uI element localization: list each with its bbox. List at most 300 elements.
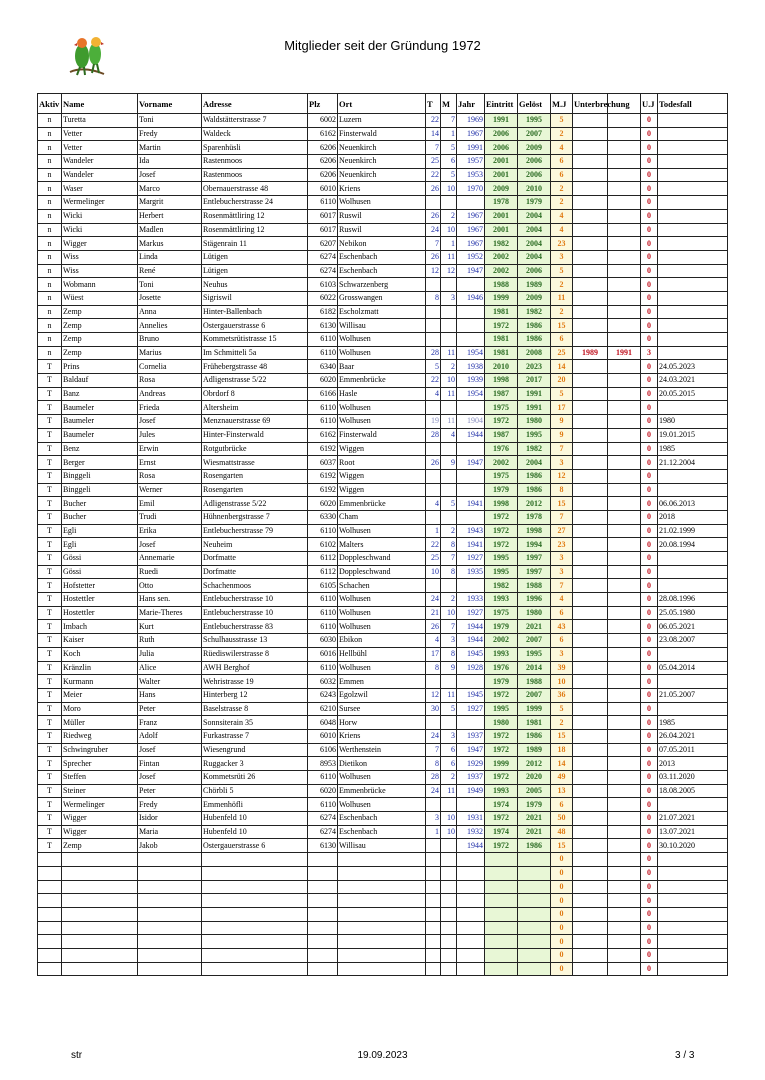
cell-vorname: Fredy	[138, 127, 202, 141]
cell-unterbrechung-bis	[608, 538, 641, 552]
cell-unterbrechung-jahre: 0	[641, 798, 658, 812]
table-row	[38, 921, 728, 935]
cell-name: Wiss	[62, 264, 138, 278]
cell-monat	[441, 278, 457, 292]
cell-monat: 3	[441, 634, 457, 648]
table-row	[38, 168, 728, 182]
cell-unterbrechung-bis	[608, 771, 641, 785]
cell-eintritt: 1987	[485, 428, 518, 442]
cell-adresse: Altersheim	[202, 401, 308, 415]
table-row	[38, 114, 728, 128]
cell-geloest: 2020	[518, 771, 551, 785]
cell-aktiv: T	[38, 360, 62, 374]
cell-ort: Hellbühl	[338, 647, 426, 661]
cell-vorname: Frieda	[138, 401, 202, 415]
cell-mitglied-jahre: 4	[551, 141, 573, 155]
cell-eintritt: 1979	[485, 675, 518, 689]
cell-ort	[338, 880, 426, 894]
cell-geloest: 1986	[518, 839, 551, 853]
cell-eintritt: 2001	[485, 155, 518, 169]
cell-name: Bucher	[62, 510, 138, 524]
table-row	[38, 223, 728, 237]
cell-geloest	[518, 907, 551, 921]
cell-eintritt: 1979	[485, 483, 518, 497]
cell-adresse: Chörbli 5	[202, 784, 308, 798]
cell-geloest: 1986	[518, 483, 551, 497]
cell-eintritt	[485, 921, 518, 935]
cell-adresse	[202, 894, 308, 908]
cell-eintritt: 1993	[485, 593, 518, 607]
cell-mitglied-jahre: 20	[551, 374, 573, 388]
cell-adresse: Entlebucherstrasse 79	[202, 524, 308, 538]
cell-unterbrechung-von	[573, 141, 608, 155]
cell-geloest: 1996	[518, 593, 551, 607]
cell-mitglied-jahre: 15	[551, 839, 573, 853]
cell-todesfall: 20.05.2015	[658, 387, 728, 401]
cell-unterbrechung-jahre: 0	[641, 634, 658, 648]
cell-todesfall: 2018	[658, 510, 728, 524]
cell-eintritt	[485, 948, 518, 962]
cell-vorname	[138, 866, 202, 880]
cell-tag	[426, 866, 441, 880]
cell-eintritt	[485, 907, 518, 921]
cell-unterbrechung-von	[573, 579, 608, 593]
cell-mitglied-jahre: 0	[551, 962, 573, 976]
cell-unterbrechung-von	[573, 825, 608, 839]
cell-jahr: 1967	[457, 127, 485, 141]
cell-geloest: 1980	[518, 606, 551, 620]
cell-geloest: 1991	[518, 387, 551, 401]
cell-eintritt: 2002	[485, 250, 518, 264]
cell-mitglied-jahre: 0	[551, 921, 573, 935]
cell-vorname: Peter	[138, 784, 202, 798]
cell-plz: 6330	[308, 510, 338, 524]
cell-unterbrechung-bis	[608, 483, 641, 497]
cell-unterbrechung-jahre: 0	[641, 606, 658, 620]
cell-aktiv: T	[38, 757, 62, 771]
cell-plz: 6206	[308, 141, 338, 155]
cell-tag	[426, 798, 441, 812]
cell-jahr	[457, 510, 485, 524]
cell-aktiv: n	[38, 333, 62, 347]
cell-unterbrechung-jahre: 0	[641, 757, 658, 771]
table-row	[38, 456, 728, 470]
cell-name: Zemp	[62, 839, 138, 853]
cell-jahr: 1932	[457, 825, 485, 839]
cell-eintritt: 1974	[485, 798, 518, 812]
cell-unterbrechung-bis	[608, 620, 641, 634]
cell-name: Prins	[62, 360, 138, 374]
cell-unterbrechung-bis	[608, 141, 641, 155]
cell-ort: Ruswil	[338, 223, 426, 237]
cell-mitglied-jahre: 25	[551, 346, 573, 360]
cell-monat	[441, 675, 457, 689]
cell-todesfall	[658, 209, 728, 223]
cell-unterbrechung-von	[573, 374, 608, 388]
cell-adresse: Frühebergstrasse 48	[202, 360, 308, 374]
cell-mitglied-jahre: 15	[551, 497, 573, 511]
cell-aktiv	[38, 894, 62, 908]
cell-vorname	[138, 853, 202, 867]
cell-mitglied-jahre: 10	[551, 675, 573, 689]
cell-unterbrechung-jahre: 0	[641, 250, 658, 264]
cell-unterbrechung-bis	[608, 784, 641, 798]
cell-adresse: Neuheim	[202, 538, 308, 552]
cell-jahr: 1939	[457, 374, 485, 388]
cell-plz: 6274	[308, 812, 338, 826]
cell-mitglied-jahre: 3	[551, 565, 573, 579]
cell-monat	[441, 839, 457, 853]
cell-mitglied-jahre: 49	[551, 771, 573, 785]
cell-name: Binggeli	[62, 483, 138, 497]
cell-geloest	[518, 962, 551, 976]
cell-adresse: Entlebucherstrasse 24	[202, 196, 308, 210]
cell-monat: 9	[441, 456, 457, 470]
cell-aktiv: T	[38, 812, 62, 826]
cell-name: Gössi	[62, 565, 138, 579]
cell-unterbrechung-von	[573, 401, 608, 415]
cell-todesfall: 23.08.2007	[658, 634, 728, 648]
cell-adresse: Sparenhüsli	[202, 141, 308, 155]
cell-todesfall	[658, 469, 728, 483]
cell-aktiv	[38, 866, 62, 880]
cell-unterbrechung-jahre: 0	[641, 155, 658, 169]
header-name: Name	[62, 94, 138, 114]
cell-aktiv: T	[38, 716, 62, 730]
cell-jahr: 1945	[457, 647, 485, 661]
cell-name: Steffen	[62, 771, 138, 785]
cell-name	[62, 894, 138, 908]
cell-plz: 6002	[308, 114, 338, 128]
cell-eintritt	[485, 853, 518, 867]
header-aktiv: Aktiv	[38, 94, 62, 114]
cell-adresse	[202, 935, 308, 949]
cell-jahr	[457, 962, 485, 976]
cell-tag: 8	[426, 661, 441, 675]
cell-jahr: 1937	[457, 771, 485, 785]
cell-mitglied-jahre: 23	[551, 237, 573, 251]
cell-vorname: Hans	[138, 688, 202, 702]
cell-name: Baumeler	[62, 401, 138, 415]
cell-vorname: Andreas	[138, 387, 202, 401]
cell-aktiv	[38, 935, 62, 949]
cell-jahr: 1944	[457, 428, 485, 442]
cell-unterbrechung-bis	[608, 552, 641, 566]
cell-monat	[441, 935, 457, 949]
cell-aktiv: T	[38, 825, 62, 839]
cell-monat: 2	[441, 593, 457, 607]
cell-vorname: Annemarie	[138, 552, 202, 566]
cell-tag: 22	[426, 538, 441, 552]
cell-tag: 5	[426, 360, 441, 374]
cell-unterbrechung-von	[573, 291, 608, 305]
cell-aktiv	[38, 853, 62, 867]
cell-geloest	[518, 948, 551, 962]
header-vorname: Vorname	[138, 94, 202, 114]
cell-unterbrechung-jahre: 0	[641, 456, 658, 470]
cell-unterbrechung-jahre: 0	[641, 907, 658, 921]
cell-aktiv: n	[38, 196, 62, 210]
cell-tag	[426, 880, 441, 894]
cell-unterbrechung-von	[573, 155, 608, 169]
cell-mitglied-jahre: 7	[551, 442, 573, 456]
cell-unterbrechung-jahre: 0	[641, 319, 658, 333]
cell-unterbrechung-jahre: 0	[641, 278, 658, 292]
cell-ort: Doppleschwand	[338, 565, 426, 579]
cell-ort: Dietikon	[338, 757, 426, 771]
cell-unterbrechung-von	[573, 798, 608, 812]
cell-ort: Wolhusen	[338, 524, 426, 538]
cell-todesfall	[658, 935, 728, 949]
table-row	[38, 661, 728, 675]
cell-jahr	[457, 935, 485, 949]
table-row	[38, 579, 728, 593]
cell-aktiv: T	[38, 661, 62, 675]
cell-vorname	[138, 894, 202, 908]
table-row	[38, 497, 728, 511]
footer-date: 19.09.2023	[357, 1050, 408, 1061]
cell-adresse: Adligenstrasse 5/22	[202, 374, 308, 388]
cell-aktiv: T	[38, 469, 62, 483]
cell-eintritt: 1975	[485, 401, 518, 415]
cell-ort: Wolhusen	[338, 196, 426, 210]
cell-plz: 6110	[308, 524, 338, 538]
cell-todesfall: 18.08.2005	[658, 784, 728, 798]
cell-ort	[338, 962, 426, 976]
header-unterbrechung-von: Unterbrechung	[573, 94, 608, 114]
cell-unterbrechung-bis	[608, 839, 641, 853]
cell-mitglied-jahre: 5	[551, 114, 573, 128]
cell-unterbrechung-bis	[608, 250, 641, 264]
cell-geloest: 1995	[518, 114, 551, 128]
cell-ort: Wiggen	[338, 483, 426, 497]
cell-monat: 10	[441, 374, 457, 388]
cell-plz: 6030	[308, 634, 338, 648]
cell-unterbrechung-von	[573, 552, 608, 566]
cell-monat	[441, 483, 457, 497]
cell-aktiv: T	[38, 387, 62, 401]
cell-geloest: 2012	[518, 497, 551, 511]
cell-monat: 10	[441, 825, 457, 839]
cell-eintritt: 2001	[485, 223, 518, 237]
cell-jahr: 1967	[457, 223, 485, 237]
cell-unterbrechung-jahre: 0	[641, 442, 658, 456]
cell-geloest: 1981	[518, 716, 551, 730]
cell-plz: 6110	[308, 593, 338, 607]
table-row	[38, 716, 728, 730]
cell-tag	[426, 716, 441, 730]
cell-ort: Horw	[338, 716, 426, 730]
cell-aktiv: T	[38, 483, 62, 497]
cell-jahr	[457, 469, 485, 483]
cell-mitglied-jahre: 9	[551, 415, 573, 429]
cell-aktiv: T	[38, 702, 62, 716]
cell-jahr: 1927	[457, 552, 485, 566]
cell-unterbrechung-jahre: 0	[641, 510, 658, 524]
cell-adresse: Lütigen	[202, 250, 308, 264]
cell-geloest	[518, 866, 551, 880]
cell-todesfall: 03.11.2020	[658, 771, 728, 785]
cell-unterbrechung-bis	[608, 209, 641, 223]
cell-eintritt: 1987	[485, 387, 518, 401]
cell-unterbrechung-jahre: 0	[641, 921, 658, 935]
cell-eintritt: 1975	[485, 469, 518, 483]
cell-ort: Willisau	[338, 839, 426, 853]
cell-jahr: 1947	[457, 264, 485, 278]
cell-name: Imbach	[62, 620, 138, 634]
cell-vorname	[138, 907, 202, 921]
cell-jahr	[457, 442, 485, 456]
cell-jahr: 1947	[457, 456, 485, 470]
table-row	[38, 771, 728, 785]
cell-mitglied-jahre: 8	[551, 483, 573, 497]
cell-monat	[441, 579, 457, 593]
cell-name: Wandeler	[62, 155, 138, 169]
cell-adresse: AWH Berghof	[202, 661, 308, 675]
cell-eintritt: 1982	[485, 237, 518, 251]
cell-vorname: Ida	[138, 155, 202, 169]
footer-author: str	[71, 1050, 83, 1061]
cell-monat	[441, 962, 457, 976]
cell-plz	[308, 853, 338, 867]
cell-aktiv	[38, 921, 62, 935]
cell-mitglied-jahre: 14	[551, 360, 573, 374]
cell-unterbrechung-bis	[608, 442, 641, 456]
cell-aktiv: T	[38, 634, 62, 648]
cell-adresse	[202, 880, 308, 894]
cell-unterbrechung-von	[573, 675, 608, 689]
cell-jahr: 1953	[457, 168, 485, 182]
cell-jahr: 1928	[457, 661, 485, 675]
cell-jahr: 1931	[457, 812, 485, 826]
cell-unterbrechung-jahre: 0	[641, 743, 658, 757]
cell-mitglied-jahre: 13	[551, 784, 573, 798]
cell-vorname: Rosa	[138, 469, 202, 483]
header-ort: Ort	[338, 94, 426, 114]
cell-jahr: 1937	[457, 729, 485, 743]
cell-geloest: 1999	[518, 702, 551, 716]
cell-ort	[338, 866, 426, 880]
cell-todesfall	[658, 291, 728, 305]
cell-todesfall	[658, 319, 728, 333]
cell-unterbrechung-jahre: 0	[641, 415, 658, 429]
table-row	[38, 839, 728, 853]
cell-eintritt: 2002	[485, 264, 518, 278]
table-row	[38, 278, 728, 292]
cell-geloest: 1997	[518, 552, 551, 566]
cell-plz: 6162	[308, 127, 338, 141]
cell-mitglied-jahre: 2	[551, 716, 573, 730]
table-row	[38, 401, 728, 415]
table-row	[38, 196, 728, 210]
cell-tag: 30	[426, 702, 441, 716]
cell-plz: 6192	[308, 469, 338, 483]
cell-name: Müller	[62, 716, 138, 730]
cell-eintritt: 1993	[485, 647, 518, 661]
cell-todesfall	[658, 182, 728, 196]
cell-unterbrechung-jahre: 0	[641, 880, 658, 894]
cell-name: Wigger	[62, 812, 138, 826]
cell-mitglied-jahre: 9	[551, 428, 573, 442]
cell-name: Kränzlin	[62, 661, 138, 675]
cell-geloest: 1995	[518, 647, 551, 661]
cell-adresse: Adligenstrasse 5/22	[202, 497, 308, 511]
cell-unterbrechung-bis	[608, 374, 641, 388]
cell-eintritt: 1991	[485, 114, 518, 128]
cell-eintritt: 1993	[485, 784, 518, 798]
cell-plz: 6112	[308, 552, 338, 566]
cell-plz: 6110	[308, 771, 338, 785]
cell-unterbrechung-bis	[608, 812, 641, 826]
cell-monat: 5	[441, 497, 457, 511]
cell-tag: 21	[426, 606, 441, 620]
cell-plz: 6162	[308, 428, 338, 442]
cell-adresse	[202, 853, 308, 867]
cell-ort: Schachen	[338, 579, 426, 593]
cell-todesfall	[658, 579, 728, 593]
cell-adresse: Ostergauerstrasse 6	[202, 319, 308, 333]
cell-ort	[338, 921, 426, 935]
cell-unterbrechung-jahre: 0	[641, 223, 658, 237]
cell-unterbrechung-von	[573, 784, 608, 798]
cell-eintritt: 2006	[485, 141, 518, 155]
cell-name	[62, 866, 138, 880]
cell-ort: Doppleschwand	[338, 552, 426, 566]
cell-todesfall: 1980	[658, 415, 728, 429]
cell-aktiv: T	[38, 675, 62, 689]
cell-mitglied-jahre: 7	[551, 510, 573, 524]
cell-unterbrechung-bis	[608, 428, 641, 442]
cell-unterbrechung-bis	[608, 127, 641, 141]
cell-vorname: Alice	[138, 661, 202, 675]
table-row	[38, 565, 728, 579]
cell-plz: 6032	[308, 675, 338, 689]
cell-name: Wermelinger	[62, 798, 138, 812]
cell-tag	[426, 921, 441, 935]
cell-jahr: 1954	[457, 346, 485, 360]
cell-jahr: 1952	[457, 250, 485, 264]
cell-vorname: Trudi	[138, 510, 202, 524]
cell-todesfall: 24.05.2023	[658, 360, 728, 374]
table-row	[38, 784, 728, 798]
cell-geloest: 2021	[518, 812, 551, 826]
cell-unterbrechung-von	[573, 483, 608, 497]
cell-adresse: Rosenmättliring 12	[202, 209, 308, 223]
cell-unterbrechung-jahre: 0	[641, 894, 658, 908]
cell-unterbrechung-jahre: 0	[641, 853, 658, 867]
cell-unterbrechung-von	[573, 264, 608, 278]
cell-plz	[308, 880, 338, 894]
header-tag: T	[426, 94, 441, 114]
cell-name: Kurmann	[62, 675, 138, 689]
cell-geloest	[518, 853, 551, 867]
cell-aktiv: T	[38, 497, 62, 511]
cell-name: Egli	[62, 524, 138, 538]
cell-aktiv: n	[38, 141, 62, 155]
cell-unterbrechung-bis	[608, 935, 641, 949]
cell-todesfall	[658, 141, 728, 155]
cell-unterbrechung-von	[573, 387, 608, 401]
cell-monat	[441, 333, 457, 347]
header-geloest: Gelöst	[518, 94, 551, 114]
cell-monat	[441, 442, 457, 456]
cell-vorname: Peter	[138, 702, 202, 716]
cell-todesfall: 06.06.2013	[658, 497, 728, 511]
cell-todesfall	[658, 853, 728, 867]
cell-name: Zemp	[62, 319, 138, 333]
cell-todesfall: 21.02.1999	[658, 524, 728, 538]
cell-unterbrechung-jahre: 0	[641, 524, 658, 538]
